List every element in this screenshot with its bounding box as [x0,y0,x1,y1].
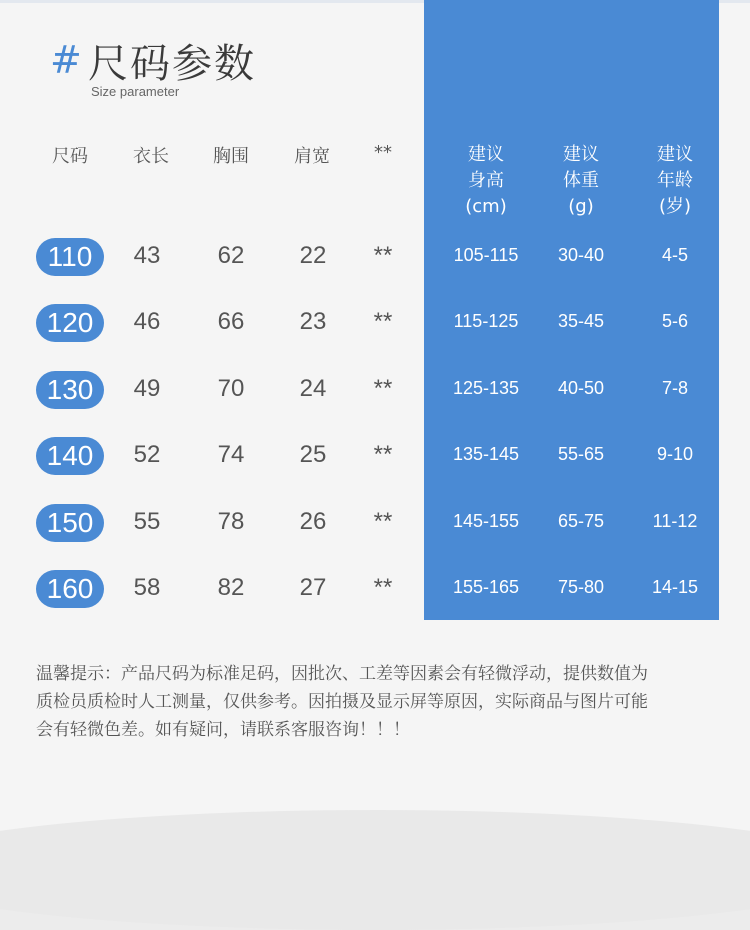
cell-shoulder: 25 [299,441,327,468]
cell-shoulder: 22 [299,242,327,269]
bottom-curve-decoration [0,810,750,930]
size-badge: 160 [36,570,104,608]
header-weight [531,142,631,220]
header-weight-line3: (g) [568,196,594,217]
cell-age: 4-5 [661,245,688,265]
cell-weight: 30-40 [557,245,605,265]
header-weight-line2: 体重 [563,170,599,191]
header-age-line3: (岁) [658,196,692,217]
table-row [0,570,750,610]
cell-chest: 66 [217,308,245,335]
table-row [0,504,750,544]
header-height-line1: 建议 [468,144,504,165]
cell-age: 5-6 [661,311,688,331]
cell-weight: 65-75 [557,511,605,531]
note-line: 质检员质检时人工测量，仅供参考。因拍摄及显示屏等原因，实际商品与图片可能 [36,692,648,712]
header-length: 衣长 [133,146,169,167]
cell-misc: ** [373,508,393,535]
cell-shoulder: 23 [299,308,327,335]
header-age-line2: 年龄 [657,170,693,191]
header-shoulder: 肩宽 [294,146,330,167]
cell-chest: 78 [217,508,245,535]
cell-height: 145-155 [452,511,520,531]
header-height [436,142,536,220]
cell-height: 105-115 [453,245,519,265]
cell-length: 58 [133,574,161,601]
size-badge: 130 [36,371,104,409]
header-age-line1: 建议 [657,144,693,165]
cell-shoulder: 26 [299,508,327,535]
cell-shoulder: 27 [299,574,327,601]
size-note [36,660,726,744]
size-badge: 150 [36,504,104,542]
cell-chest: 82 [217,574,245,601]
cell-weight: 75-80 [557,577,605,597]
note-line: 会有轻微色差。如有疑问，请联系客服咨询！！！ [36,720,410,740]
cell-weight: 35-45 [557,311,605,331]
cell-length: 55 [133,508,161,535]
note-line: 温馨提示：产品尺码为标准足码，因批次、工差等因素会有轻微浮动，提供数值为 [36,664,648,684]
cell-length: 52 [133,441,161,468]
page-subtitle: Size parameter [91,84,180,99]
size-badge: 120 [36,304,104,342]
size-badge: 140 [36,437,104,475]
table-row [0,238,750,278]
cell-chest: 70 [217,375,245,402]
header-misc: ** [374,142,392,163]
size-badge: 110 [36,238,104,276]
cell-misc: ** [373,308,393,335]
cell-misc: ** [373,375,393,402]
cell-length: 43 [133,242,161,269]
header-size: 尺码 [52,146,88,167]
header-weight-line1: 建议 [563,144,599,165]
table-row [0,371,750,411]
cell-weight: 55-65 [557,444,605,464]
cell-chest: 74 [217,441,245,468]
cell-height: 115-125 [453,311,519,331]
header-chest: 胸围 [213,146,249,167]
cell-height: 135-145 [452,444,520,464]
cell-misc: ** [373,242,393,269]
cell-age: 11-12 [652,511,698,531]
cell-age: 14-15 [651,577,699,597]
cell-chest: 62 [217,242,245,269]
cell-shoulder: 24 [299,375,327,402]
cell-age: 7-8 [661,378,688,398]
cell-misc: ** [373,574,393,601]
header-age [625,142,725,220]
header-height-line3: (cm) [465,196,507,217]
title-hash-icon: # [50,38,82,82]
cell-age: 9-10 [656,444,694,464]
page-title: 尺码参数 [88,41,256,87]
table-row [0,437,750,477]
cell-length: 46 [133,308,161,335]
cell-misc: ** [373,441,393,468]
cell-length: 49 [133,375,161,402]
table-row [0,304,750,344]
cell-height: 125-135 [452,378,520,398]
cell-height: 155-165 [452,577,520,597]
cell-weight: 40-50 [557,378,605,398]
header-height-line2: 身高 [468,170,504,191]
